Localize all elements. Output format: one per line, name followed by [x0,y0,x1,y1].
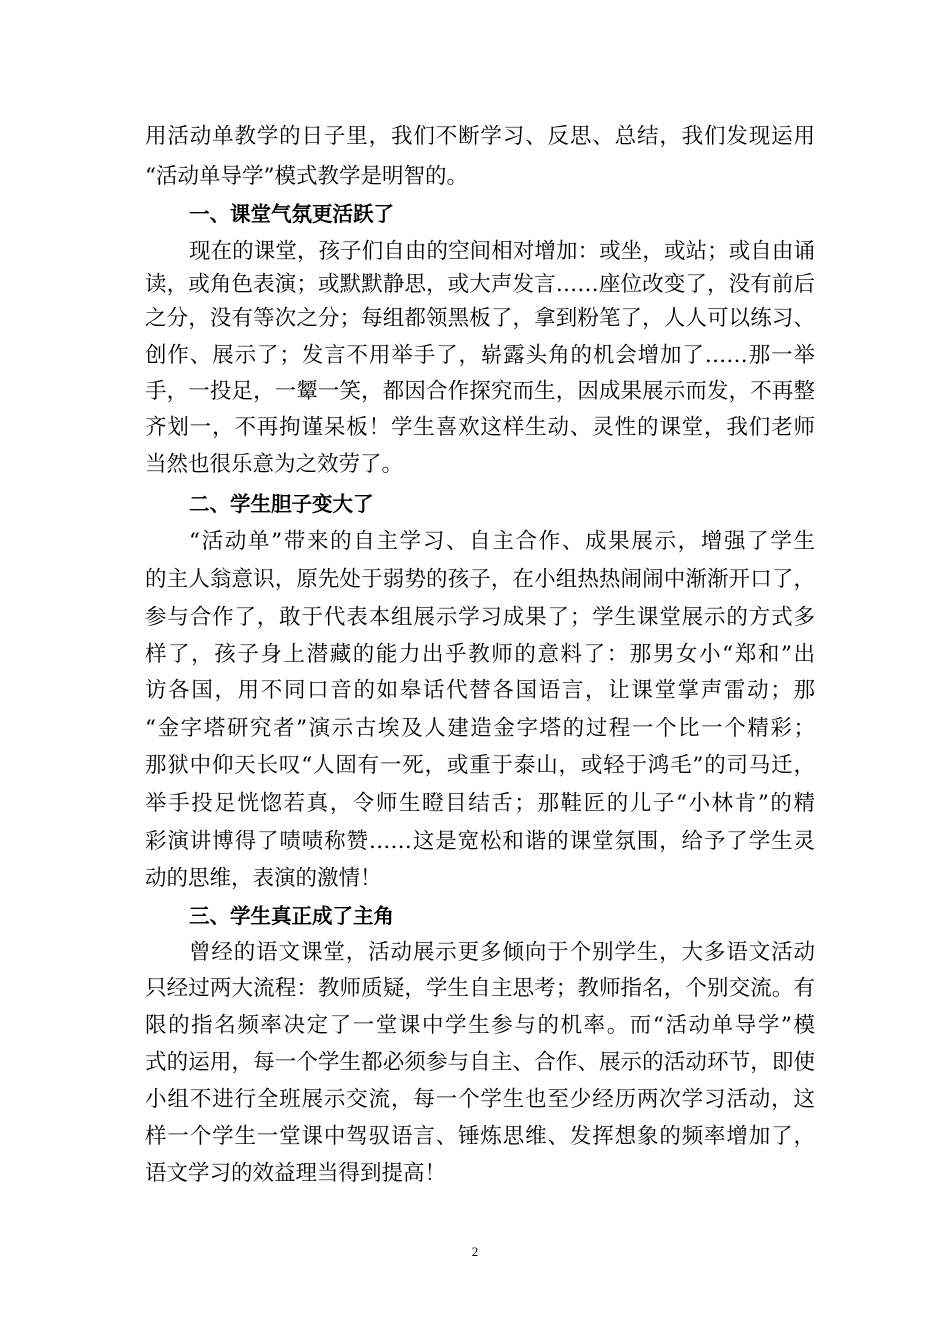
section-1-heading: 一、课堂气氛更活跃了 [189,202,394,226]
section-3-line-3: 限的指名频率决定了一堂课中学生参与的机率。而“活动单导学”模 [145,1013,815,1038]
section-2-line-6: “金字塔研究者”演示古埃及人建造金字塔的过程一个比一个精彩； [145,716,815,741]
section-1-line-7: 当然也很乐意为之效劳了。 [145,452,404,477]
section-3-line-2: 只经过两大流程：教师质疑，学生自主思考；教师指名，个别交流。有 [145,976,815,1001]
section-2-line-4: 样了，孩子身上潜藏的能力出乎教师的意料了：那男女小“郑和”出 [145,642,815,667]
section-3-line-5: 小组不进行全班展示交流，每一个学生也至少经历两次学习活动，这 [145,1087,815,1112]
section-3-line-6: 样一个学生一堂课中驾驭语言、锤炼思维、发挥想象的频率增加了， [145,1124,815,1149]
section-2-line-7: 那狱中仰天长叹“人固有一死，或重于泰山，或轻于鸿毛”的司马迁， [145,753,815,778]
section-1-line-3: 之分，没有等次之分；每组都领黑板了，拿到粉笔了，人人可以练习、 [145,306,815,331]
section-2-line-1: “活动单”带来的自主学习、自主合作、成果展示，增强了学生 [189,529,815,554]
page-number: 2 [471,1244,479,1259]
section-2-line-8: 举手投足恍惚若真，令师生瞪目结舌；那鞋匠的儿子“小林肯”的精 [145,791,815,816]
section-2-line-2: 的主人翁意识，原先处于弱势的孩子，在小组热热闹闹中渐渐开口了， [145,567,815,592]
section-3-line-1: 曾经的语文课堂，活动展示更多倾向于个别学生，大多语文活动 [189,940,815,965]
section-1-line-1: 现在的课堂，孩子们自由的空间相对增加：或坐，或站；或自由诵 [189,239,815,264]
section-3-heading: 三、学生真正成了主角 [189,904,394,928]
section-2-heading: 二、学生胆子变大了 [189,492,374,516]
section-3-line-4: 式的运用，每一个学生都必须参与自主、合作、展示的活动环节，即使 [145,1050,815,1075]
section-2-line-10: 动的思维，表演的激情！ [145,866,382,891]
section-2-line-5: 访各国，用不同口音的如皋话代替各国语言，让课堂掌声雷动；那 [145,678,815,703]
section-1-line-5: 手，一投足，一颦一笑，都因合作探究而生，因成果展示而发，不再整 [145,379,815,404]
section-1-line-2: 读，或角色表演；或默默静思，或大声发言……座位改变了，没有前后 [145,272,815,297]
section-3-line-7: 语文学习的效益理当得到提高！ [145,1161,447,1186]
intro-line-2: “活动单导学”模式教学是明智的。 [145,164,468,189]
intro-line-1: 用活动单教学的日子里，我们不断学习、反思、总结，我们发现运用 [145,124,815,149]
section-1-line-4: 创作、展示了；发言不用举手了，崭露头角的机会增加了……那一举 [145,343,815,368]
section-2-line-9: 彩演讲博得了啧啧称赞……这是宽松和谐的课堂氛围，给予了学生灵 [145,829,815,854]
section-2-line-3: 参与合作了，敢于代表本组展示学习成果了；学生课堂展示的方式多 [145,605,815,630]
section-1-line-6: 齐划一，不再拘谨呆板！学生喜欢这样生动、灵性的课堂，我们老师 [145,415,815,440]
